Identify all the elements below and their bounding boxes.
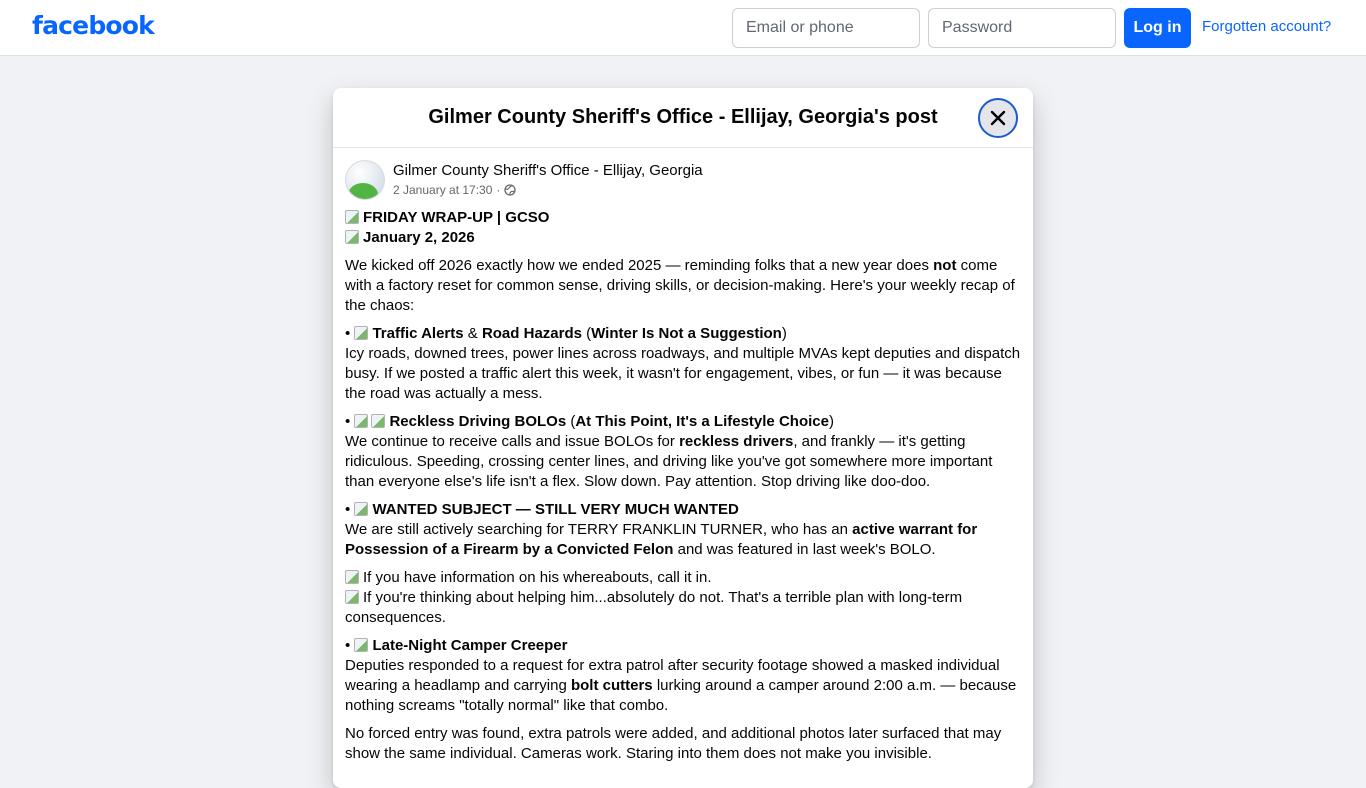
post-dialog bbox=[333, 88, 1033, 788]
post-meta bbox=[393, 183, 516, 197]
section-body-end: and was featured in last week's BOLO. bbox=[673, 541, 936, 558]
post-heading: FRIDAY WRAP-UP | GCSO bbox=[363, 209, 550, 226]
section-title: Late-Night Camper Creeper bbox=[372, 637, 568, 654]
emoji-icon bbox=[354, 638, 368, 652]
title-paren: ( bbox=[581, 325, 592, 342]
emoji-icon bbox=[371, 414, 385, 428]
intro-text-end: come with a factory reset for common sense, driving skills, or decision-making. Here's your weekly recap of the chaos: bbox=[345, 257, 1015, 314]
post-date-heading: January 2, 2026 bbox=[363, 229, 475, 246]
meta-separator: · bbox=[496, 183, 501, 197]
section-wanted-subject bbox=[345, 500, 1021, 560]
section-subtitle: At This Point, It's a Lifestyle Choice bbox=[575, 413, 829, 430]
email-field[interactable] bbox=[732, 8, 920, 48]
emoji-icon bbox=[354, 502, 368, 516]
section-title: Reckless Driving BOLOs bbox=[389, 413, 567, 430]
close-button[interactable] bbox=[978, 98, 1018, 138]
section-body: We continue to receive calls and issue BOLOs for bbox=[345, 433, 680, 450]
page-avatar[interactable] bbox=[345, 160, 385, 200]
intro-text: We kicked off 2026 exactly how we ended 2025 — reminding folks that a new year does bbox=[345, 257, 934, 274]
section-body-bold: bolt cutters bbox=[570, 677, 653, 694]
section-body-end: lurking around a camper around 2:00 a.m. — because nothing screams "totally normal" like that combo. bbox=[345, 677, 1017, 714]
section-body: Icy roads, downed trees, power lines across roadways, and multiple MVAs kept deputies and dispatch busy. If we posted a traffic alert this week, it wasn't for engagement, vibes, or fun — it was because the road was actually a mess. bbox=[345, 345, 1021, 402]
section-body-end: , and frankly — it's getting ridiculous. Speeding, crossing center lines, and driving like you've got somewhere more important than everyone else's life isn't a flex. Slow down. Pay attention. Stop driving like doo-doo. bbox=[345, 433, 993, 490]
camper-followup-paragraph: No forced entry was found, extra patrols were added, and additional photos later surfaced that may show the same individual. Cameras work. Staring into them does not make you invisible. bbox=[345, 725, 1002, 762]
post-content bbox=[333, 200, 1033, 764]
section-body: Deputies responded to a request for extra patrol after security footage showed a masked individual wearing a headlamp and carrying bbox=[345, 657, 1000, 694]
emoji-icon bbox=[345, 210, 359, 224]
bullet: • bbox=[345, 413, 351, 430]
instruction-line: If you're thinking about helping him...absolutely do not. That's a terrible plan with long-term consequences. bbox=[345, 589, 963, 626]
section-body: We are still actively searching for TERRY FRANKLIN TURNER, who has an bbox=[345, 521, 853, 538]
section-title: Traffic Alerts bbox=[372, 325, 464, 342]
bullet: • bbox=[345, 637, 351, 654]
section-title: Road Hazards bbox=[481, 325, 582, 342]
section-body-bold: active warrant for Possession of a Firearm by a Convicted Felon bbox=[345, 521, 978, 558]
intro-bold-text: not bbox=[933, 257, 957, 274]
emoji-icon bbox=[345, 230, 359, 244]
bullet: • bbox=[345, 501, 351, 518]
forgotten-account-link[interactable]: Forgotten account? bbox=[1202, 18, 1332, 35]
post-timestamp[interactable]: 2 January at 17:30 bbox=[393, 183, 493, 197]
password-field[interactable] bbox=[928, 8, 1116, 48]
section-title: WANTED SUBJECT — STILL VERY MUCH WANTED bbox=[372, 501, 739, 518]
intro-paragraph bbox=[345, 256, 1021, 316]
page-name-link[interactable]: Gilmer County Sheriff's Office - Ellijay, Georgia bbox=[393, 162, 703, 179]
emoji-icon bbox=[354, 414, 368, 428]
emoji-icon bbox=[345, 590, 359, 604]
login-button[interactable]: Log in bbox=[1124, 8, 1191, 48]
globe-icon bbox=[504, 184, 516, 196]
emoji-icon bbox=[345, 570, 359, 584]
emoji-icon bbox=[354, 326, 368, 340]
title-paren: ) bbox=[781, 325, 787, 342]
section-subtitle: Winter Is Not a Suggestion bbox=[591, 325, 782, 342]
close-icon bbox=[989, 109, 1007, 127]
section-reckless-driving bbox=[345, 412, 1021, 492]
wanted-instructions bbox=[345, 568, 1021, 628]
facebook-logo[interactable]: facebook bbox=[32, 11, 154, 40]
dialog-title: Gilmer County Sheriff's Office - Ellijay, Georgia's post bbox=[428, 106, 938, 128]
dialog-header bbox=[333, 88, 1033, 148]
section-body-bold: reckless drivers bbox=[679, 433, 794, 450]
top-navigation-bar bbox=[0, 0, 1366, 56]
section-traffic-alerts bbox=[345, 324, 1021, 404]
instruction-line: If you have information on his whereabouts, call it in. bbox=[363, 569, 712, 586]
section-camper-creeper bbox=[345, 636, 1021, 716]
title-paren: ( bbox=[566, 413, 576, 430]
bullet: • bbox=[345, 325, 351, 342]
title-separator: & bbox=[463, 325, 482, 342]
post-header bbox=[333, 148, 1033, 200]
title-paren: ) bbox=[828, 413, 834, 430]
